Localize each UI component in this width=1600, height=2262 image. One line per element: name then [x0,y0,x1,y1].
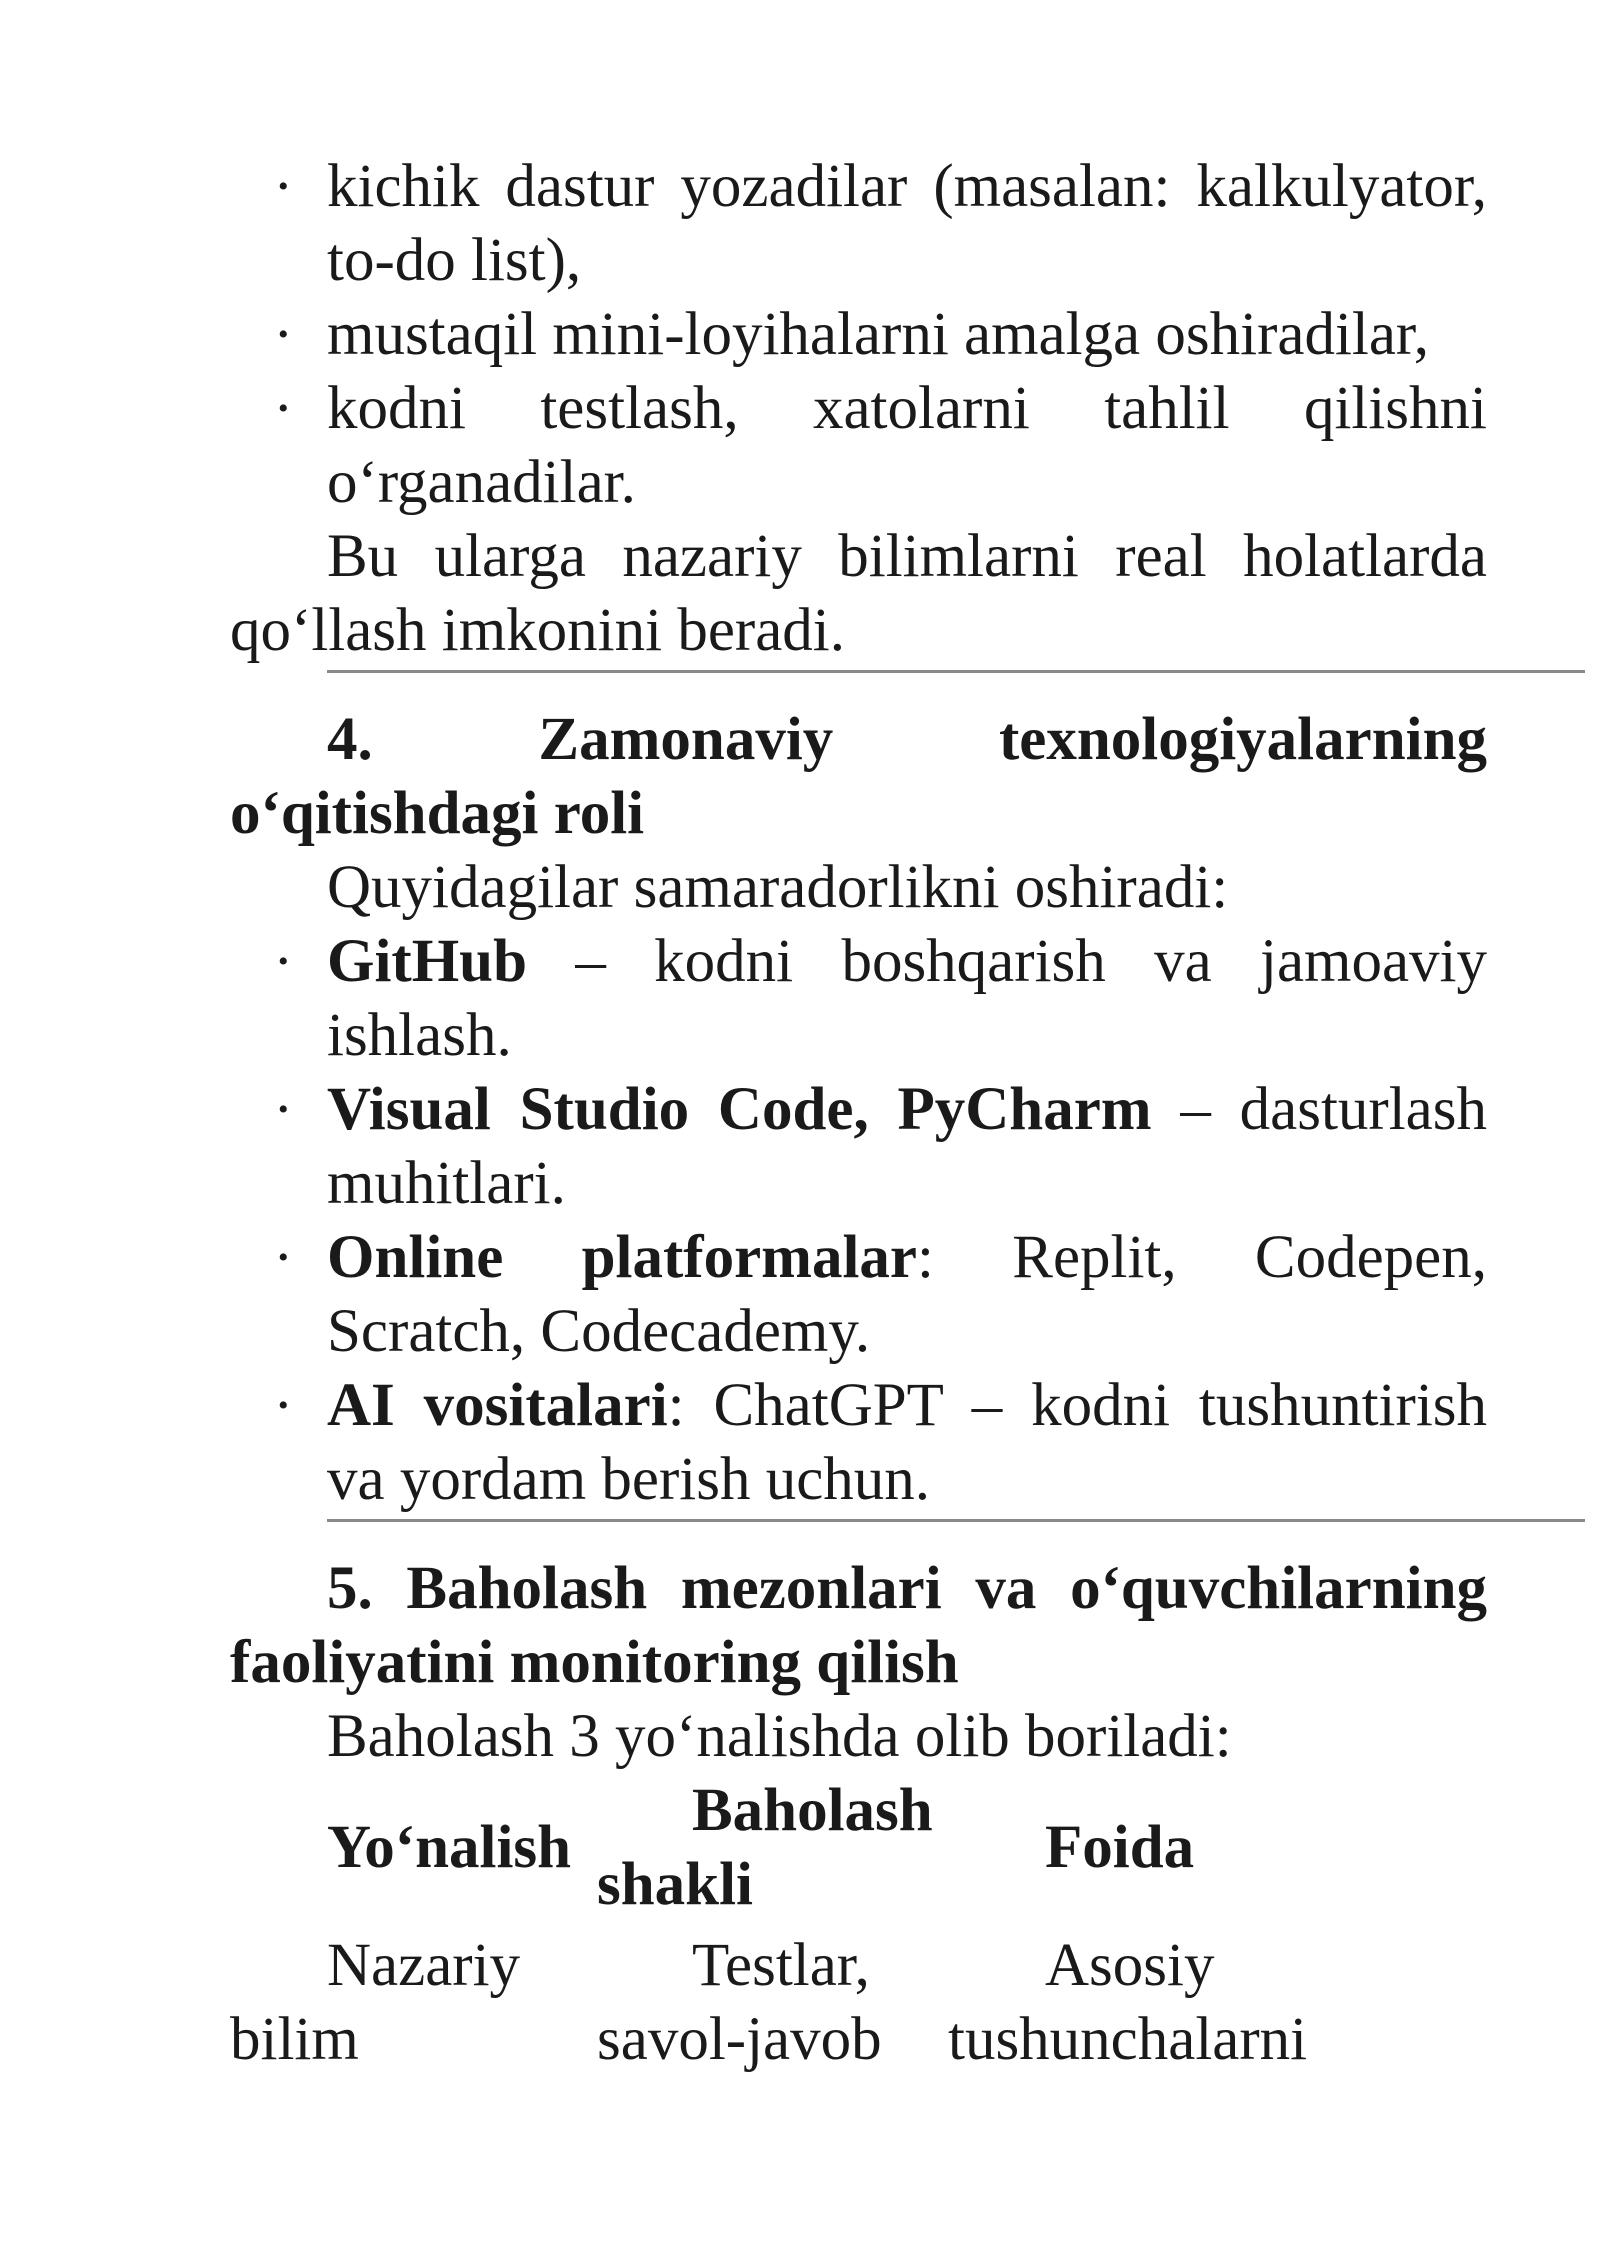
list-item-term: Online platformalar [327,1224,917,1291]
bullet-icon: • [278,1389,289,1422]
list-item-term: AI vositalari [327,1372,668,1439]
table-header-form-line1: Baholash [692,1777,933,1844]
list-item [230,372,1487,520]
list-item [230,150,1487,298]
table-header-benefit: Foida [1045,1814,1195,1881]
table-cell: bilim [230,2006,359,2073]
list-item-term: GitHub [327,928,528,995]
document-page [230,150,1487,2074]
section-intro: Baholash 3 yo‘nalishda olib boriladi: [327,1703,1232,1770]
assessment-table [230,1774,1487,2074]
table-header-form-line2: shakli [597,1851,753,1918]
bullet-icon: • [278,170,289,203]
section-heading: 4. Zamonaviy texnologiyalarning o‘qitishdagi roli [230,706,1487,847]
bullet-icon: • [278,392,289,425]
table-cell: tushunchalarni [948,2006,1308,2073]
list-item [230,298,1487,372]
table-cell: Asosiy [1045,1932,1215,1999]
list-item-text: : ChatGPT – kodni tushuntirish va yordam berish uchun. [327,1372,1488,1513]
list-item [230,1369,1487,1517]
table-cell: Testlar, [692,1932,870,1999]
list-item [230,1221,1487,1369]
list-item-text: – dasturlash muhitlari. [327,1076,1487,1217]
bullet-icon: • [278,1241,289,1274]
list-item-term: Visual Studio Code, PyCharm [327,1076,1152,1143]
list-item-text: kichik dastur yozadilar (masalan: kalkulyator, to-do list), [327,153,1487,294]
paragraph: Bu ularga nazariy bilimlarni real holatlarda qo‘llash imkonini beradi. [230,523,1487,664]
bullet-icon: • [278,318,289,351]
table-header-direction: Yo‘nalish [327,1814,572,1881]
task-list [230,150,1487,520]
list-item-text: : Replit, Codepen, Scratch, Codecademy. [327,1224,1488,1365]
table-cell: savol-javob [597,2006,882,2073]
bullet-icon: • [278,945,289,978]
table-cell: Nazariy [327,1932,521,1999]
list-item-text: kodni testlash, xatolarni tahlil qilishni o‘rganadilar. [327,375,1487,516]
section-intro: Quyidagilar samaradorlikni oshiradi: [327,854,1229,921]
horizontal-divider [327,670,1585,673]
bullet-icon: • [278,1093,289,1126]
horizontal-divider [327,1519,1585,1522]
list-item-text: – kodni boshqarish va jamoaviy ishlash. [327,928,1487,1069]
list-item [230,1073,1487,1221]
list-item [230,925,1487,1073]
section-heading: 5. Baholash mezonlari va o‘quvchilarning faoliyatini monitoring qilish [230,1555,1487,1696]
tools-list [230,925,1487,1517]
list-item-text: mustaqil mini-loyihalarni amalga oshiradilar, [327,301,1430,368]
